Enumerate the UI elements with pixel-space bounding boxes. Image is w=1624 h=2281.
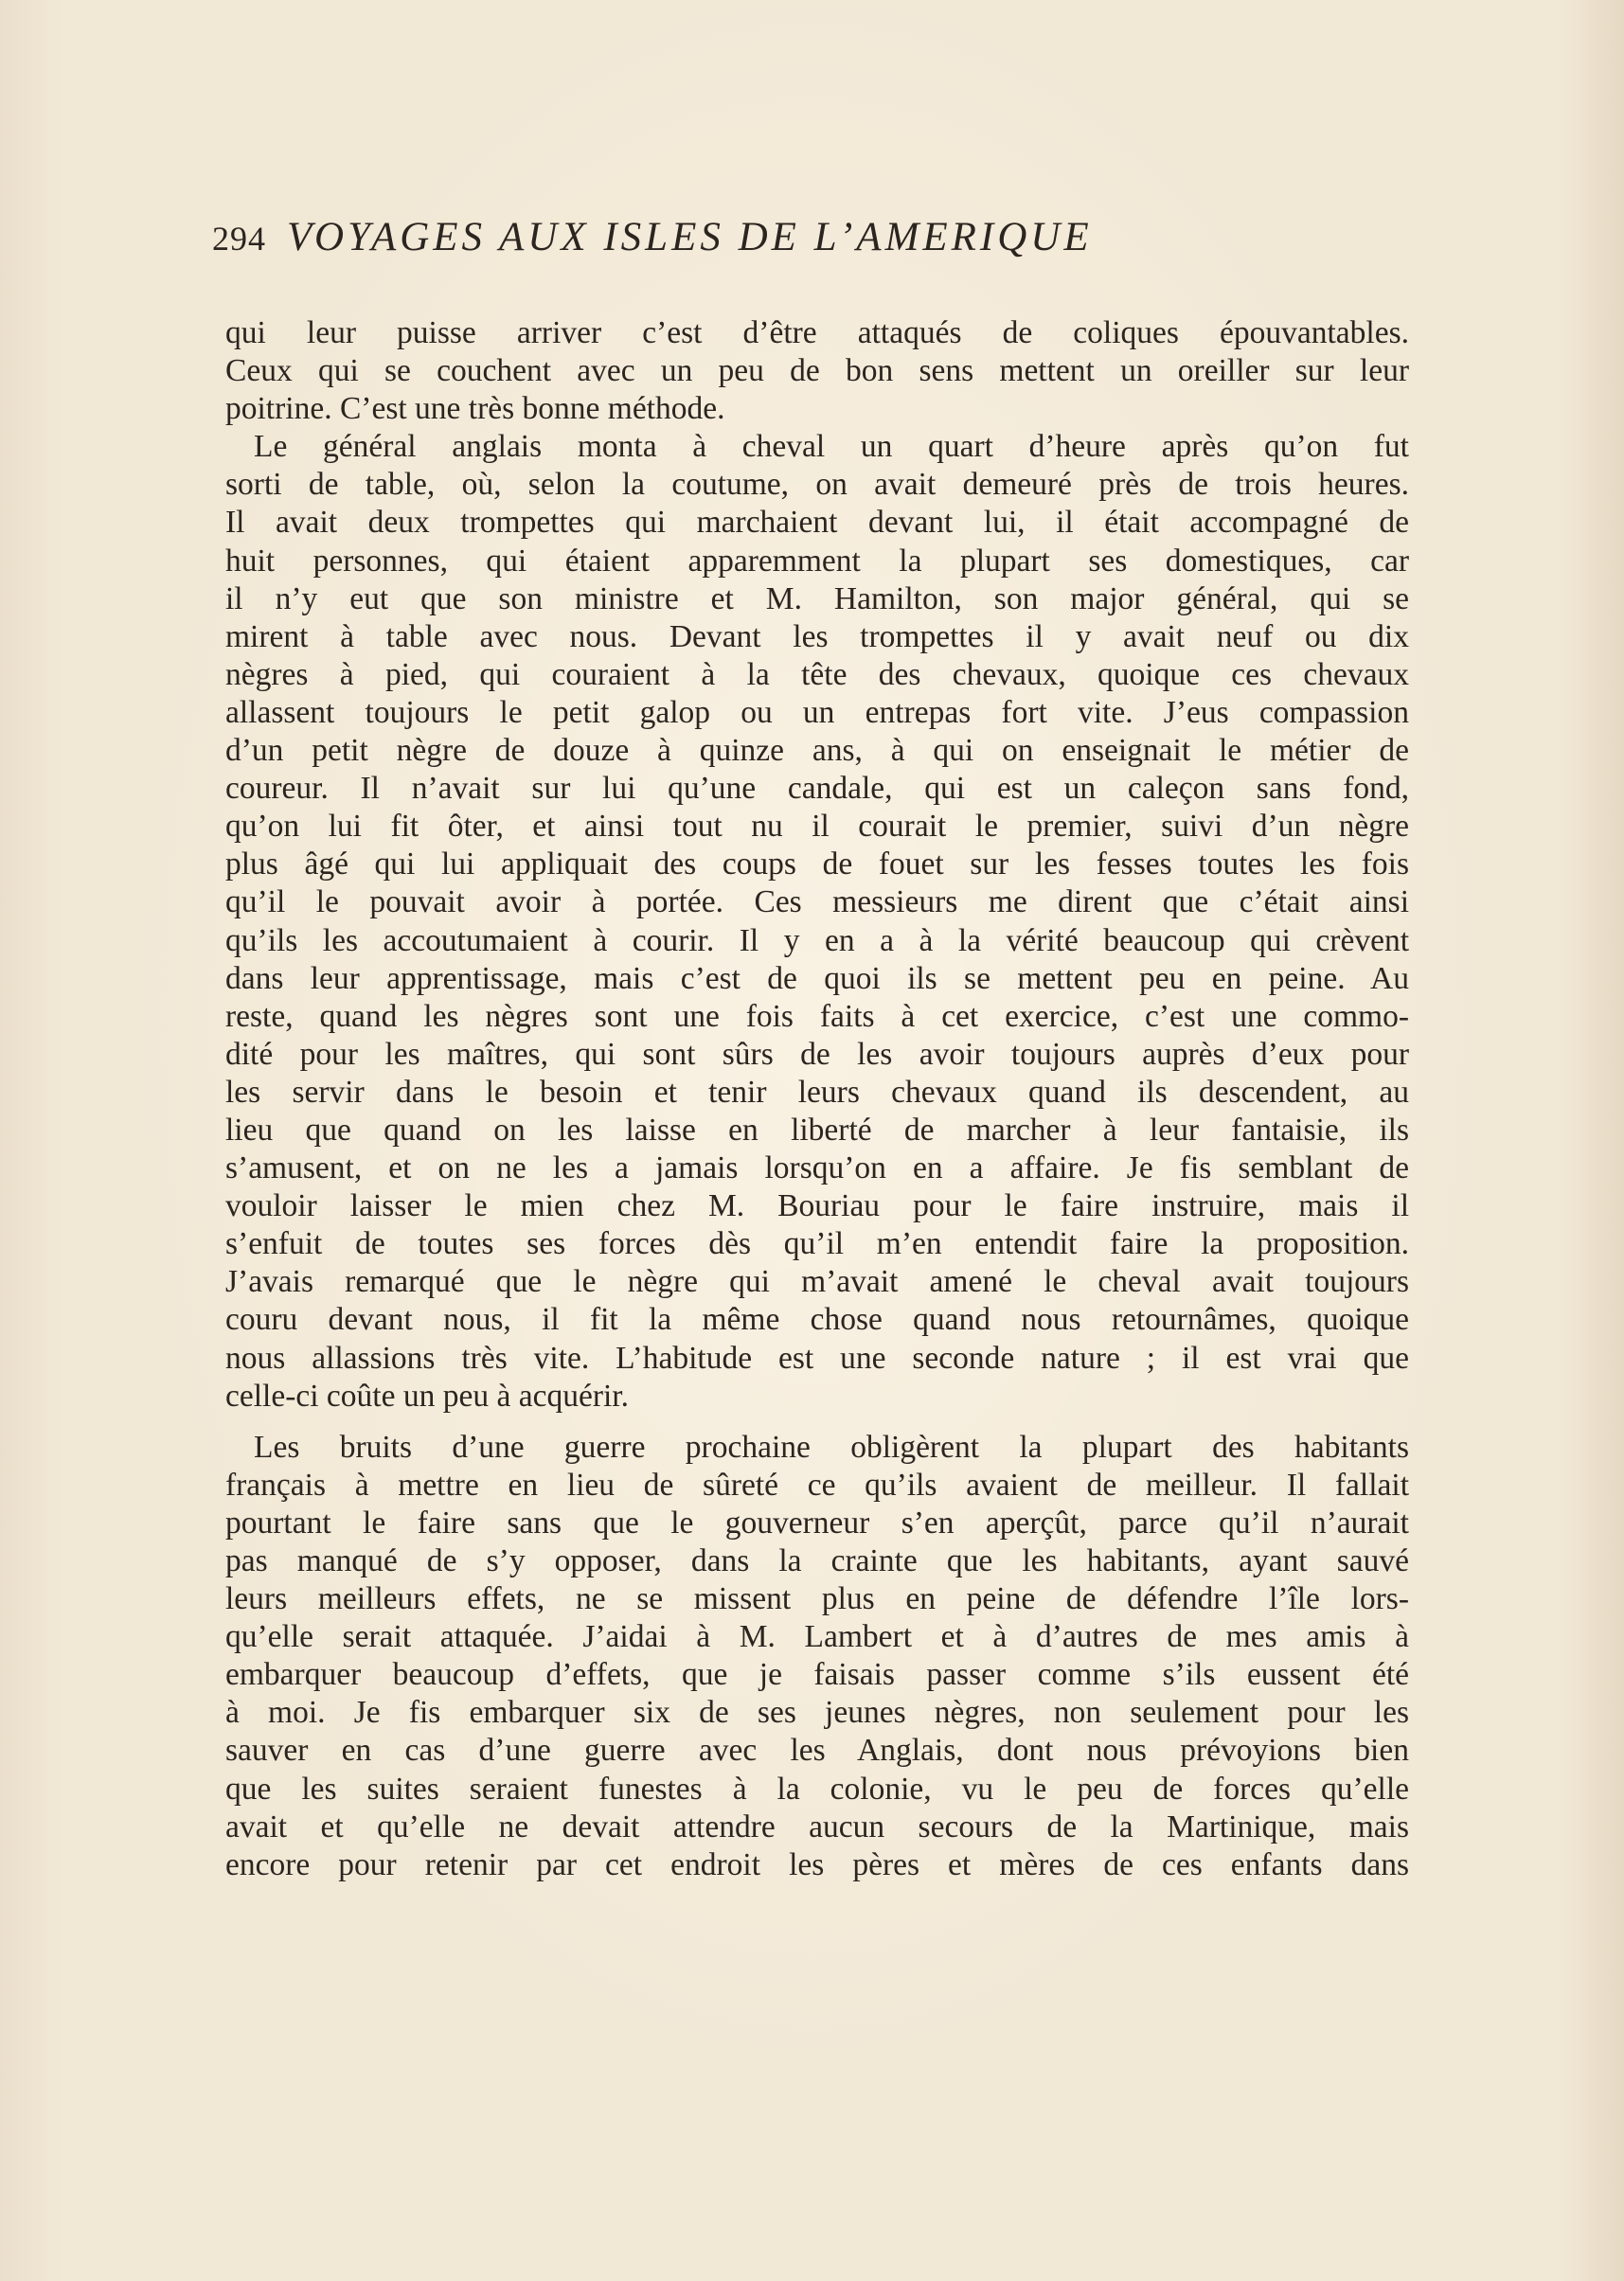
text-line: s’amusent, et on ne les a jamais lorsqu’on en a affaire. Je fis semblant de [225, 1150, 1409, 1186]
text-line: pourtant le faire sans que le gouverneur s’en aperçût, parce qu’il n’aurait [225, 1505, 1409, 1541]
text-line: Le général anglais monta à cheval un quart d’heure après qu’on fut [254, 429, 1409, 465]
text-line: Il avait deux trompettes qui marchaient devant lui, il était accompagné de [225, 505, 1409, 541]
text-line: nègres à pied, qui couraient à la tête des chevaux, quoique ces chevaux [225, 656, 1409, 692]
paragraph [225, 428, 1409, 1415]
text-line: celle-ci coûte un peu à acquérir. [225, 1378, 629, 1414]
text-line: plus âgé qui lui appliquait des coups de fouet sur les fesses toutes les fois [225, 846, 1409, 882]
text-line: encore pour retenir par cet endroit les pères et mères de ces enfants dans [225, 1846, 1409, 1882]
text-line: sauver en cas d’une guerre avec les Anglais, dont nous prévoyions bien [225, 1733, 1409, 1769]
text-line: Ceux qui se couchent avec un peu de bon sens mettent un oreiller sur leur [225, 353, 1409, 389]
text-line: qui leur puisse arriver c’est d’être attaqués de coliques épouvantables. [225, 315, 1409, 350]
text-line: Les bruits d’une guerre prochaine obligèrent la plupart des habitants [254, 1429, 1409, 1465]
running-head [212, 214, 1093, 280]
text-line: vouloir laisser le mien chez M. Bouriau pour le faire instruire, mais il [225, 1188, 1409, 1224]
text-line: les servir dans le besoin et tenir leurs chevaux quand ils descendent, au [225, 1074, 1409, 1110]
text-line: coureur. Il n’avait sur lui qu’une candale, qui est un caleçon sans fond, [225, 771, 1409, 807]
text-line: huit personnes, qui étaient apparemment la plupart ses domestiques, car [225, 543, 1409, 579]
text-line: embarquer beaucoup d’effets, que je faisais passer comme s’ils eussent été [225, 1657, 1409, 1693]
paragraph [225, 1429, 1409, 1884]
text-line: allassent toujours le petit galop ou un entrepas fort vite. J’eus compassion [225, 694, 1409, 730]
text-line: à moi. Je fis embarquer six de ses jeunes nègres, non seulement pour les [225, 1695, 1409, 1731]
text-line: avait et qu’elle ne devait attendre aucun secours de la Martinique, mais [225, 1809, 1409, 1844]
text-line: s’enfuit de toutes ses forces dès qu’il m’en entendit faire la proposition. [225, 1226, 1409, 1262]
text-line: il n’y eut que son ministre et M. Hamilton, son major général, qui se [225, 580, 1409, 616]
text-line: nous allassions très vite. L’habitude est une seconde nature ; il est vrai que [225, 1340, 1409, 1376]
text-line: poitrine. C’est une très bonne méthode. [225, 391, 725, 427]
text-line: leurs meilleurs effets, ne se missent plus en peine de défendre l’île lors- [225, 1581, 1409, 1617]
body-text [225, 314, 1409, 1884]
text-line: couru devant nous, il fit la même chose quand nous retournâmes, quoique [225, 1302, 1409, 1338]
text-line: pas manqué de s’y opposer, dans la crainte que les habitants, ayant sauvé [225, 1543, 1409, 1578]
text-line: J’avais remarqué que le nègre qui m’avait amené le cheval avait toujours [225, 1264, 1409, 1300]
text-line: dité pour les maîtres, qui sont sûrs de les avoir toujours auprès d’eux pour [225, 1036, 1409, 1072]
text-line: que les suites seraient funestes à la colonie, vu le peu de forces qu’elle [225, 1771, 1409, 1807]
running-title: VOYAGES AUX ISLES DE L’AMERIQUE [287, 215, 1093, 259]
text-line: reste, quand les nègres sont une fois faits à cet exercice, c’est une commo- [225, 998, 1409, 1034]
text-line: français à mettre en lieu de sûreté ce qu’ils avaient de meilleur. Il fallait [225, 1467, 1409, 1503]
text-line: qu’il le pouvait avoir à portée. Ces messieurs me dirent que c’était ainsi [225, 884, 1409, 920]
page-number: 294 [212, 220, 266, 258]
text-line: dans leur apprentissage, mais c’est de quoi ils se mettent peu en peine. Au [225, 960, 1409, 996]
text-line: sorti de table, où, selon la coutume, on avait demeuré près de trois heures. [225, 467, 1409, 503]
text-line: qu’elle serait attaquée. J’aidai à M. Lambert et à d’autres de mes amis à [225, 1619, 1409, 1655]
text-line: d’un petit nègre de douze à quinze ans, à qui on enseignait le métier de [225, 733, 1409, 769]
paragraph [225, 314, 1409, 428]
text-line: lieu que quand on les laisse en liberté de marcher à leur fantaisie, ils [225, 1112, 1409, 1148]
text-line: qu’ils les accoutumaient à courir. Il y en a à la vérité beaucoup qui crèvent [225, 922, 1409, 958]
text-line: mirent à table avec nous. Devant les trompettes il y avait neuf ou dix [225, 618, 1409, 654]
text-line: qu’on lui fit ôter, et ainsi tout nu il courait le premier, suivi d’un nègre [225, 809, 1409, 845]
